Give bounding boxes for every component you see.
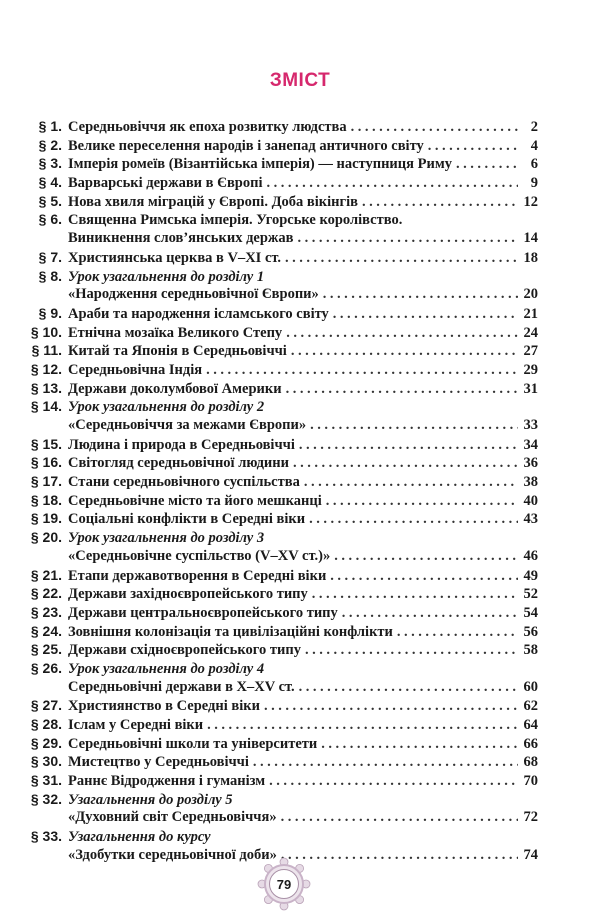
toc-entry [18,772,538,791]
dot-leader [312,586,518,603]
toc-entry [18,791,538,810]
dot-leader [269,773,518,790]
dot-leader [304,474,518,491]
toc-entry [18,211,538,230]
page-ref: 2 [530,119,538,135]
dot-leader [351,119,518,136]
toc-entry [18,529,538,548]
toc-entry [18,623,538,642]
page-ref: 33 [523,417,538,433]
toc-entry [18,809,538,828]
page-ref: 74 [523,846,538,863]
dot-leader [456,156,518,173]
section-title: Араби та народження ісламського світу [68,305,329,322]
page-ref: 54 [523,604,538,621]
section-number: § 3. [38,155,62,172]
section-title: «Здобутки середньовічної доби» [68,846,277,863]
section-number: § 2. [38,136,62,153]
page-ref: 43 [523,511,538,528]
dot-leader [330,568,518,585]
page-title: ЗМІСТ [269,70,331,91]
dot-leader [253,754,518,771]
section-number: § 29. [30,734,62,751]
page-ref: 4 [530,137,538,154]
section-title: Християнство в Середні віки [68,698,260,715]
toc-entry [18,342,538,361]
page-ref: 14 [523,230,538,247]
dot-leader [207,717,518,734]
section-title: Священна Римська імперія. Угорське королівство. [68,212,403,229]
toc-entry [18,286,538,305]
page-ref: 40 [523,492,538,509]
section-title: Середньовіччя як епоха розвитку людства [68,119,347,135]
page-ref: 64 [523,717,538,733]
dot-leader [397,624,518,641]
section-number: § 19. [30,510,62,527]
page-ref: 70 [523,773,538,790]
page-ref: 6 [530,156,538,173]
dot-leader [264,698,518,715]
toc-entry [18,268,538,287]
toc-entry [18,548,538,567]
section-title: Виникнення слов’янських держав [68,230,294,247]
dot-leader [291,343,518,360]
section-number: § 11. [31,342,62,359]
dot-leader [299,679,518,696]
section-title: Узагальнення до курсу [68,829,211,846]
toc-entry [18,174,538,193]
page-number: 79 [269,869,299,899]
section-title: Держави доколумбової Америки [68,380,282,397]
toc-entry [18,753,538,772]
toc-entry [18,193,538,212]
section-title: Держави східноєвропейського типу [68,642,301,659]
page-ref: 20 [523,286,538,303]
section-title: Варварські держави в Європі [68,175,263,192]
section-number: § 18. [30,491,62,508]
page-ref: 21 [523,305,538,322]
page-ref: 68 [523,754,538,771]
section-title: Християнська церква в V–XI ст. [68,249,282,266]
section-title: Урок узагальнення до розділу 2 [68,399,265,416]
page-ref: 72 [523,809,538,826]
toc-entry [18,679,538,698]
page-ref: 52 [523,586,538,603]
toc-entry [18,249,538,268]
toc-entry [18,585,538,604]
section-number: § 15. [30,435,62,452]
toc-entry [18,454,538,473]
section-number: § 27. [30,697,62,714]
dot-leader [362,194,518,211]
section-number: § 10. [30,323,62,340]
dot-leader [326,493,518,510]
toc-entry [18,118,538,137]
section-number: § 5. [38,192,62,209]
page-ref: 29 [523,361,538,378]
section-number: § 21. [30,566,62,583]
dot-leader [299,437,518,454]
page-ref: 31 [523,380,538,397]
section-number: § 26. [30,659,62,676]
page-ref: 58 [523,642,538,659]
dot-leader [305,642,518,659]
section-number: § 25. [30,641,62,658]
section-title: Імперія ромеїв (Візантійська імперія) — наступниця Риму [68,156,452,173]
toc-entry [18,716,538,735]
section-number: § 13. [30,379,62,396]
dot-leader [321,736,518,753]
dot-leader [310,417,518,434]
page-ref: 49 [523,567,538,584]
page-ref: 36 [523,455,538,472]
dot-leader [285,250,518,267]
page-ref: 38 [523,474,538,491]
section-number: § 31. [30,772,62,789]
page-ref: 56 [523,623,538,640]
dot-leader [206,362,518,379]
dot-leader [286,381,518,398]
toc-entry [18,230,538,249]
dot-leader [309,511,518,528]
toc-entry [18,697,538,716]
section-number: § 8. [38,267,62,284]
section-number: § 17. [30,473,62,490]
section-number: § 23. [30,603,62,620]
page-ref: 24 [523,324,538,341]
section-title: Середньовічне місто та його мешканці [68,492,322,509]
section-number: § 33. [30,828,62,845]
section-title: Етнічна мозаїка Великого Степу [68,324,283,341]
section-title: Велике переселення народів і занепад античного світу [68,137,424,154]
toc-entry [18,155,538,174]
section-number: § 20. [30,529,62,546]
section-number: § 9. [38,304,62,321]
section-number: § 24. [30,622,62,639]
section-number: § 4. [38,174,62,191]
page-ref: 60 [523,678,538,695]
toc-entry [18,324,538,343]
toc-entry [18,567,538,586]
dot-leader [281,847,518,864]
toc-entry [18,436,538,455]
page-ref: 18 [523,249,538,266]
dot-leader [293,455,518,472]
section-title: Нова хвиля міграцій у Європі. Доба вікінгів [68,193,358,210]
page-ref: 46 [523,547,538,564]
toc-entry [18,735,538,754]
page-ref: 34 [523,436,538,453]
page-ref: 27 [523,343,538,360]
toc-entry [18,137,538,156]
section-title: Урок узагальнення до розділу 4 [68,660,265,677]
section-title: Зовнішня колонізація та цивілізаційні конфлікти [68,623,393,640]
section-title: Середньовічні держави в X–XV ст. [68,678,295,695]
section-number: § 1. [38,118,62,134]
toc-entry [18,828,538,847]
section-title: Середньовічні школи та університети [68,735,318,752]
dot-leader [281,809,518,826]
page-ref: 12 [523,193,538,210]
section-title: Етапи державотворення в Середні віки [68,567,327,584]
section-number: § 30. [30,753,62,770]
toc-entry [18,305,538,324]
section-title: Урок узагальнення до розділу 1 [68,268,265,285]
toc-list [18,118,538,866]
section-title: Людина і природа в Середньовіччі [68,436,295,453]
toc-entry [18,417,538,436]
page-ref: 62 [523,698,538,715]
section-title: «Народження середньовічної Європи» [68,286,319,303]
section-number: § 22. [30,585,62,602]
section-number: § 14. [30,398,62,415]
section-number: § 16. [30,454,62,471]
toc-entry [18,604,538,623]
section-title: Світогляд середньовічної людини [68,455,289,472]
section-number: § 6. [38,211,62,228]
dot-leader [342,605,518,622]
toc-entry [18,361,538,380]
toc-entry [18,492,538,511]
dot-leader [323,286,518,303]
section-number: § 12. [30,360,62,377]
section-title: Мистецтво у Середньовіччі [68,754,249,771]
dot-leader [286,325,518,342]
section-title: Держави західноєвропейського типу [68,586,308,603]
toc-entry [18,660,538,679]
section-number: § 28. [30,716,62,732]
dot-leader [333,306,518,323]
toc-entry [18,641,538,660]
dot-leader [266,175,518,192]
section-title: Іслам у Середні віки [68,717,204,733]
section-title: «Середньовіччя за межами Європи» [68,417,307,433]
toc-entry [18,398,538,417]
section-number: § 32. [30,790,62,807]
section-title: Соціальні конфлікти в Середні віки [68,511,306,528]
page-ref: 66 [523,735,538,752]
toc-entry [18,510,538,529]
toc-entry [18,473,538,492]
section-title: Стани середньовічного суспільства [68,474,300,491]
section-title: «Середньовічне суспільство (V–XV ст.)» [68,547,331,564]
section-title: Середньовічна Індія [68,361,203,378]
toc-entry [18,380,538,399]
section-title: Держави центральноєвропейського типу [68,604,338,621]
section-title: Китай та Японія в Середньовіччі [68,343,287,360]
page-number-badge [264,864,304,904]
dot-leader [298,230,519,247]
section-title: Раннє Відродження і гуманізм [68,773,266,790]
section-number: § 7. [38,248,62,265]
dot-leader [428,138,518,155]
section-title: Узагальнення до розділу 5 [68,791,233,808]
dot-leader [334,548,518,565]
section-title: Урок узагальнення до розділу 3 [68,530,265,547]
section-title: «Духовний світ Середньовіччя» [68,809,277,826]
page-ref: 9 [530,175,538,192]
